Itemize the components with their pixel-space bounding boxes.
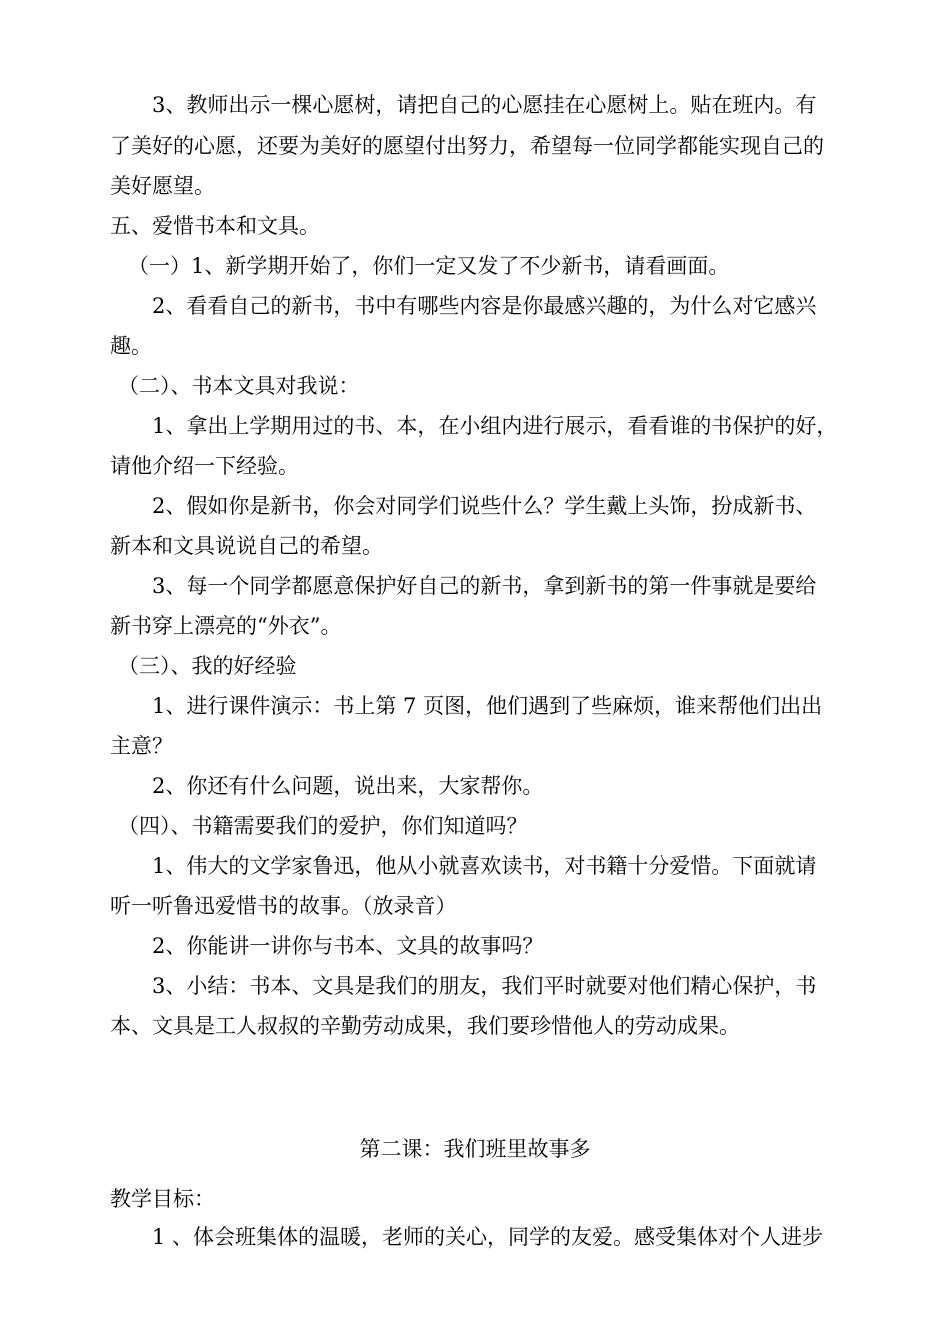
goals-label: 教学目标：	[110, 1187, 215, 1211]
subsection-heading: （三）、我的好经验	[118, 654, 297, 678]
paragraph-line: 听一听鲁迅爱惜书的故事。（放录音）	[110, 894, 457, 918]
paragraph-line: 趣。	[110, 334, 152, 358]
paragraph-line: 2、看看自己的新书，书中有哪些内容是你最感兴趣的，为什么对它感兴	[152, 294, 817, 318]
subsection-heading: （一）1、新学期开始了，你们一定又发了不少新书，请看画面。	[128, 254, 730, 278]
paragraph-line: 新书穿上漂亮的“外衣”。	[110, 614, 342, 638]
subsection-heading: （四）、书籍需要我们的爱护，你们知道吗？	[118, 814, 528, 838]
paragraph-line: 2、你还有什么问题，说出来，大家帮你。	[152, 774, 544, 798]
paragraph-line: 本、文具是工人叔叔的辛勤劳动成果，我们要珍惜他人的劳动成果。	[110, 1014, 740, 1038]
paragraph-line: 3、教师出示一棵心愿树，请把自己的心愿挂在心愿树上。贴在班内。有	[152, 93, 817, 117]
paragraph-line: 1、进行课件演示：书上第 7 页图，他们遇到了些麻烦，谁来帮他们出出	[152, 694, 823, 718]
paragraph-line: 2、假如你是新书，你会对同学们说些什么？学生戴上头饰，扮成新书、	[152, 494, 817, 518]
paragraph-line: 新本和文具说说自己的希望。	[110, 534, 383, 558]
paragraph-line: 3、每一个同学都愿意保护好自己的新书，拿到新书的第一件事就是要给	[152, 574, 817, 598]
paragraph-line: 3、小结：书本、文具是我们的朋友，我们平时就要对他们精心保护，书	[152, 974, 817, 998]
lesson-title: 第二课：我们班里故事多	[359, 1137, 591, 1161]
paragraph-line: 1、伟大的文学家鲁迅，他从小就喜欢读书，对书籍十分爱惜。下面就请	[152, 854, 817, 878]
paragraph-line: 请他介绍一下经验。	[110, 454, 299, 478]
paragraph-line: 主意？	[110, 734, 173, 758]
section-heading: 五、爱惜书本和文具。	[110, 214, 320, 238]
paragraph-line: 1、拿出上学期用过的书、本，在小组内进行展示，看看谁的书保护的好，	[152, 414, 838, 438]
paragraph-line: 了美好的心愿，还要为美好的愿望付出努力，希望每一位同学都能实现自己的	[110, 134, 824, 158]
paragraph-line: 美好愿望。	[110, 174, 215, 198]
subsection-heading: （二）、书本文具对我说：	[118, 374, 360, 398]
paragraph-line: 2、你能讲一讲你与书本、文具的故事吗？	[152, 934, 544, 958]
paragraph-line: 1 、体会班集体的温暖，老师的关心，同学的友爱。感受集体对个人进步	[152, 1225, 824, 1249]
